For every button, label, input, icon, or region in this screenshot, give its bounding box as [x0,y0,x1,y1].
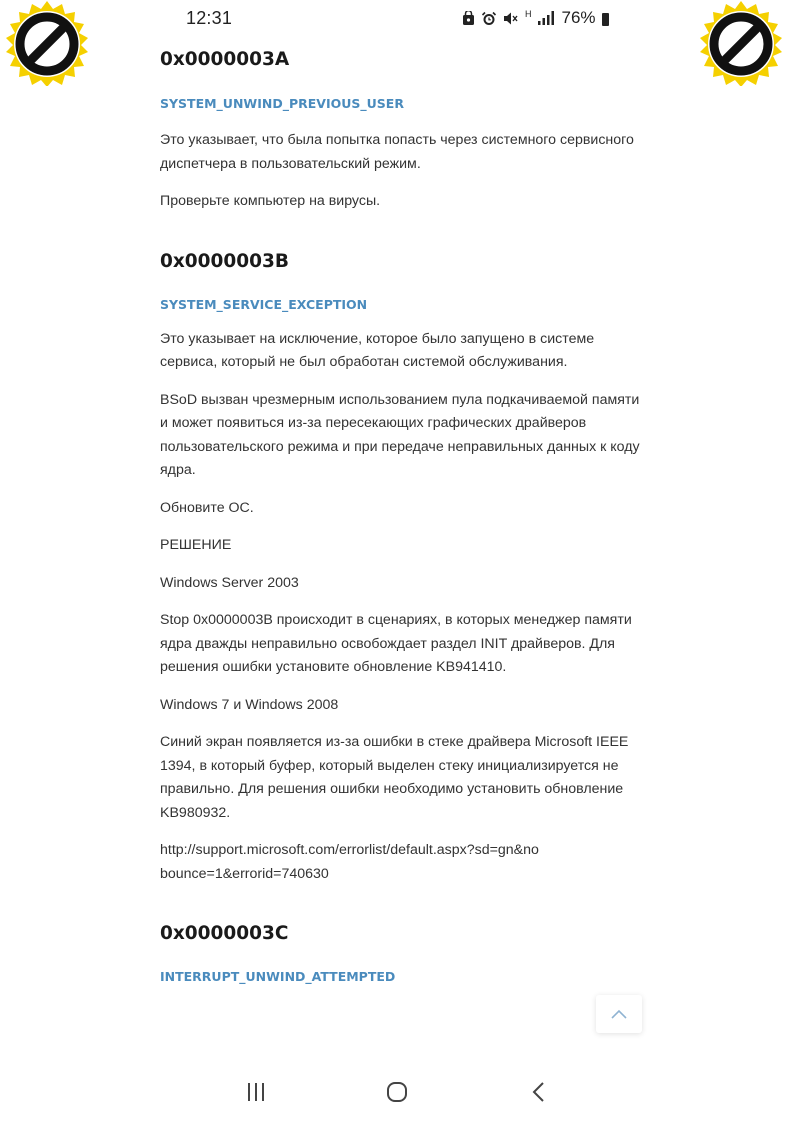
signal-type-icon: H [525,8,532,19]
scroll-top-button[interactable] [596,995,642,1033]
signal-strength-icon [538,11,556,25]
error-code-heading: 0x0000003C [160,923,289,944]
status-icons [462,8,609,28]
error-code-heading: 0x0000003A [160,49,290,70]
paragraph: Windows 7 и Windows 2008 [160,696,339,713]
error-name-link[interactable]: SYSTEM_UNWIND_PREVIOUS_USER [160,96,404,111]
no-entry-badge-icon [698,0,784,86]
no-entry-badge-icon [4,0,90,86]
battery-percent: 76% [561,8,596,27]
paragraph: Обновите ОС. [160,499,254,516]
clipped-text-line [160,1054,640,1068]
paragraph: BSoD вызван чрезмерным использованием пула подкачиваемой памяти и может появиться из-за пересекающих графических драйверов пользовательского режима и при передаче неправильных данных к коду ядра. [160,391,640,478]
article-content [160,44,640,984]
recents-icon[interactable] [245,1082,267,1102]
paragraph: Проверьте компьютер на вирусы. [160,193,381,209]
navigation-bar [0,1068,793,1123]
paragraph: Это указывает, что была попытка попасть через системного сервисного диспетчера в пользовательский режим. [160,132,634,172]
alarm-icon [481,11,497,26]
status-time: 12:31 [186,8,233,28]
status-bar [0,0,793,36]
home-icon[interactable] [386,1081,408,1103]
error-name-link[interactable]: INTERRUPT_UNWIND_ATTEMPTED [160,969,396,984]
lock-notification-icon [462,11,475,25]
back-icon[interactable] [530,1081,546,1103]
error-code-heading: 0x0000003B [160,250,290,272]
mute-icon [503,11,519,26]
error-name-link[interactable]: SYSTEM_SERVICE_EXCEPTION [160,296,368,312]
paragraph: Stop 0x0000003B происходит в сценариях, в которых менеджер памяти ядра дважды неправильно освобождает раздел INIT драйверов. Для решения ошибки установите обновление KB941410. [160,612,632,675]
scroll-top-chevron-icon [610,1009,628,1019]
battery-icon [602,13,609,26]
support-link[interactable]: http://support.microsoft.com/errorlist/default.aspx?sd=gn&nobounce=1&errorid=740630 [160,842,539,882]
paragraph: РЕШЕНИЕ [160,537,232,553]
paragraph: Синий экран появляется из-за ошибки в стеке драйвера Microsoft IEEE 1394, в который буфер, который выделен стеку инициализируется не правильно. Для решения ошибки необходимо установить обновление KB980932. [160,734,629,821]
paragraph: Windows Server 2003 [160,574,299,591]
paragraph: Это указывает на исключение, которое было запущено в системе сервиса, который не был обработан системой обслуживания. [160,330,595,370]
